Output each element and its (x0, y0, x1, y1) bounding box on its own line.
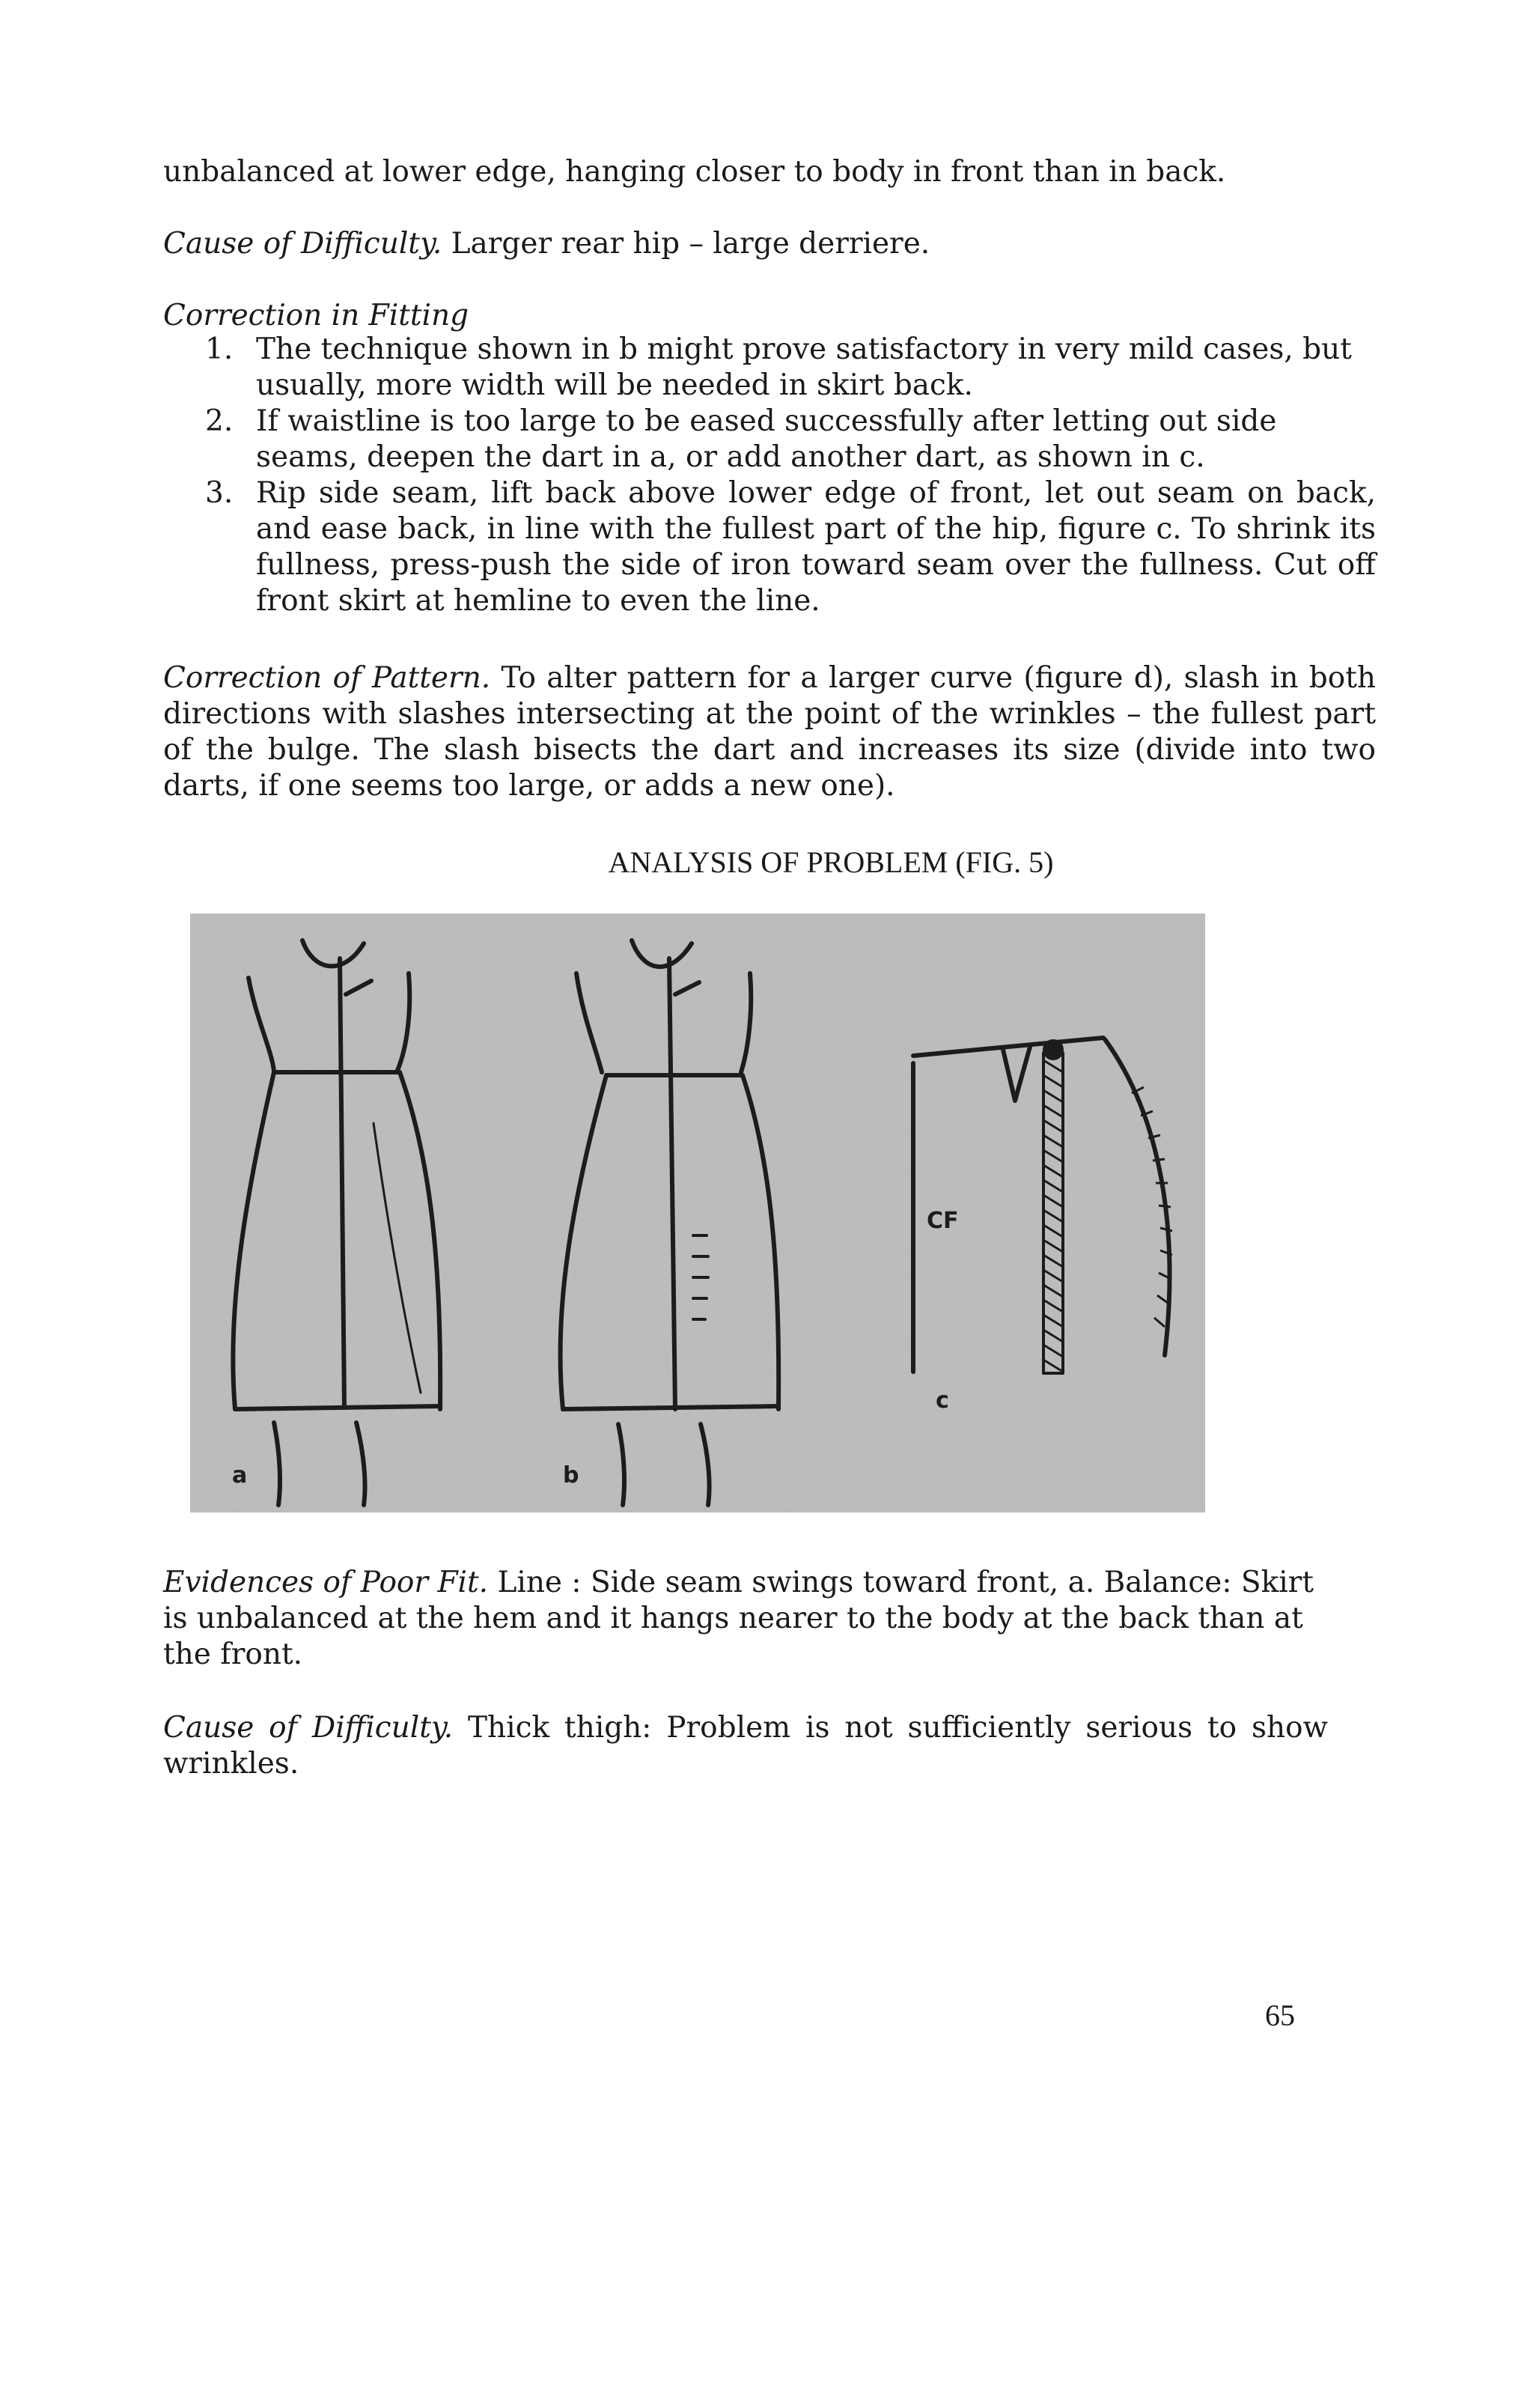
figure-label-cf: CF (927, 1208, 959, 1234)
figure-label-a: a (232, 1462, 248, 1489)
correction-fitting-heading: Correction in Fitting (163, 299, 469, 332)
evidences-paragraph (163, 1565, 1331, 1673)
list-item (163, 475, 1376, 619)
correction-pattern-paragraph (163, 660, 1376, 804)
cause-text: Larger rear hip – large derriere. (442, 227, 930, 261)
list-item (163, 332, 1376, 404)
list-item (163, 404, 1376, 475)
list-item-text: If waistline is too large to be eased successfully after letting out side seams, deepen the dart in a, or add another dart, as shown in c. (256, 404, 1277, 474)
correction-pattern-text: To alter pattern for a larger curve (figure d), slash in both directions with slashes intersecting at the point of the wrinkles – the fullest part of the bulge. The slash bisects the dart and increases its size (divide into two darts, if one seems too large, or adds a new one). (163, 661, 1376, 803)
cause-thigh-text: Thick thigh: Problem is not sufficiently serious to show wrinkles. (163, 1711, 1329, 1781)
correction-pattern-label: Correction of Pattern. (163, 661, 491, 695)
figure-5 (190, 913, 1205, 1512)
figure-illustration (190, 913, 1205, 1512)
list-item-text: The technique shown in b might prove satisfactory in very mild cases, but usually, more width will be needed in skirt back. (256, 332, 1352, 402)
figure-label-c: c (936, 1387, 949, 1414)
pattern-c-pivot (1045, 1042, 1061, 1058)
evidences-label: Evidences of Poor Fit. (163, 1566, 489, 1599)
dress-b-hem (563, 1406, 778, 1409)
top-line-text: unbalanced at lower edge, hanging closer to body in front than in back. (163, 155, 1226, 189)
list-item-number: 2. (205, 404, 234, 438)
correction-fitting-list (163, 332, 1376, 619)
list-item-number: 1. (205, 332, 234, 366)
evidences-text: Line : Side seam swings toward front, a. Balance: Skirt is unbalanced at the hem and it hangs nearer to the body at the back than at the front. (163, 1566, 1314, 1671)
dress-a-hem (235, 1406, 440, 1409)
list-item-text: Rip side seam, lift back above lower edge of front, let out seam on back, and ease back, in line with the fullest part of the hip, figure c. To shrink its fullness, press-push the side of iron toward seam over the fullness. Cut off front skirt at hemline to even the line. (256, 476, 1376, 618)
cause-paragraph (163, 226, 1376, 262)
list-item-number: 3. (205, 476, 234, 510)
figure-caption: ANALYSIS OF PROBLEM (FIG. 5) (608, 845, 1054, 879)
top-line (163, 154, 1376, 190)
page-number: 65 (1265, 1998, 1295, 2032)
cause-thigh-label: Cause of Difficulty. (163, 1711, 454, 1745)
cause-thigh-paragraph (163, 1710, 1328, 1782)
figure-label-b: b (563, 1462, 579, 1489)
cause-label: Cause of Difficulty. (163, 227, 442, 261)
